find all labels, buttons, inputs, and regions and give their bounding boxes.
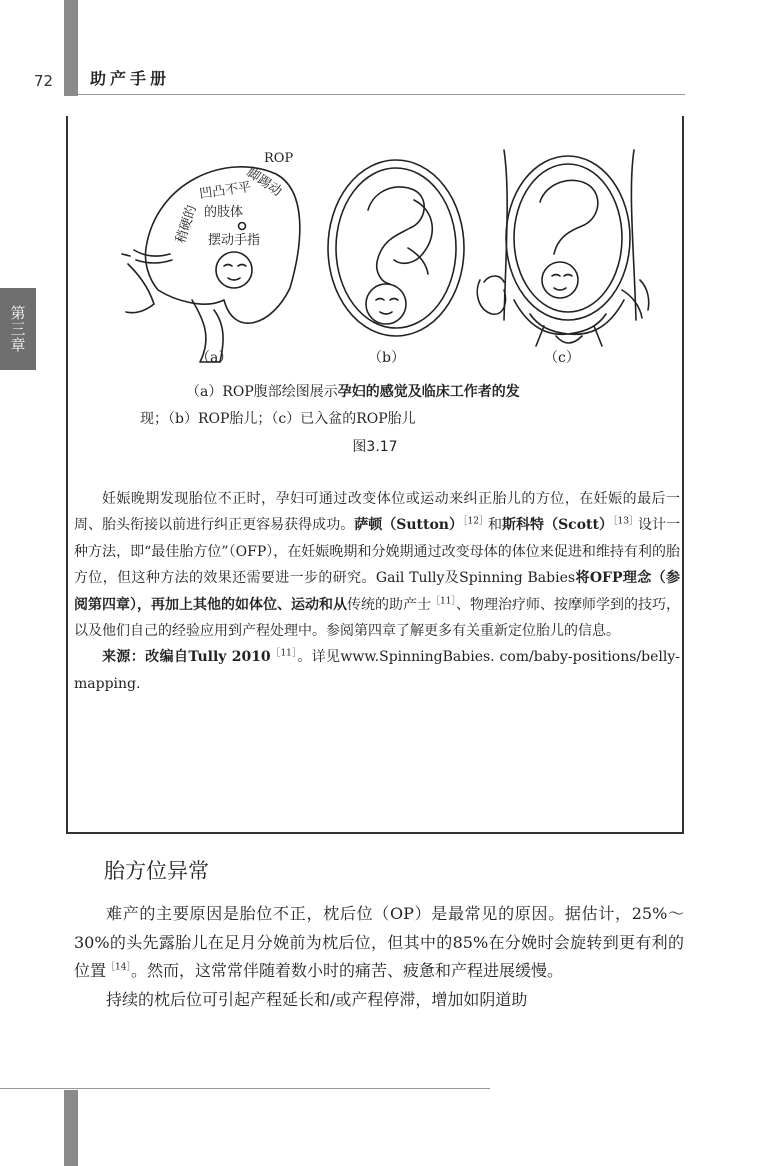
author-sutton: 萨顿（Sutton）: [354, 517, 464, 534]
box-text-segment: 、物理治疗师、按摩师学到的技巧，以及他们自己的经验应用到产程处理中。参阅第四章了解更多有关重新定位胎儿的信息。: [74, 596, 681, 640]
label-hard-part: 稍硬的: [173, 203, 200, 246]
header-decor-bar: [64, 0, 78, 96]
page-number: 72: [34, 72, 54, 90]
book-title: 助产手册: [90, 69, 171, 88]
label-uneven-limbs-2: 的肢体: [204, 205, 244, 220]
figure-number: 图3.17: [352, 439, 398, 455]
reference-11: ［11］: [431, 595, 457, 606]
figure-caption-normal: （a）ROP腹部绘图展示: [186, 384, 338, 400]
body-text-segment: 。然而，这常常伴随着数小时的痛苦、疲惫和产程进展缓慢。: [130, 961, 563, 981]
figure-caption-line-1: [186, 381, 520, 401]
reference-12: ［12］: [463, 516, 489, 527]
box-text-segment: 和: [488, 517, 503, 534]
box-text-segment: 妊娠晚期发现胎位不正时，孕妇可通过改变体位或运动来纠正胎儿的方位，在妊娠的最后一周、胎头衔接以前进行纠正更容易获得成功。: [74, 491, 680, 534]
source-label: 来源：改编自Tully 2010: [102, 649, 271, 666]
label-uneven-limbs-1: 凹凸不平: [198, 179, 253, 202]
label-moving-fingers: 摆动手指: [208, 233, 261, 248]
footer-rule: [0, 1088, 490, 1089]
box-text: [74, 486, 680, 697]
figure-caption-bold: 孕妇的感觉及临床工作者的发: [337, 384, 520, 400]
reference-14: ［14］: [106, 962, 131, 973]
footer-decor-bar: [64, 1090, 78, 1166]
panel-label-a: （a）: [196, 350, 233, 366]
figure-caption-line-2: 现；（b）ROP胎儿；（c）已入盆的ROP胎儿: [140, 411, 416, 427]
box-source: [74, 644, 680, 697]
header-rule: [78, 94, 685, 95]
info-box: [66, 116, 684, 834]
label-kicking: 脚踢动: [243, 164, 285, 200]
box-text-segment: 传统的助产士: [347, 596, 432, 613]
figure-panel-c: [477, 150, 648, 366]
figure-panel-b: [328, 160, 464, 366]
chapter-tab: 第三章: [0, 288, 36, 370]
box-paragraph: [74, 486, 680, 644]
panel-label-c: （c）: [544, 350, 580, 366]
body-text: [74, 900, 684, 1014]
section-title: 胎方位异常: [104, 859, 209, 883]
source-url: 。详见www.SpinningBabies. com/baby-positions/belly-mapping.: [74, 649, 680, 692]
body-paragraph-1: [74, 900, 684, 986]
reference-13: ［13］: [613, 516, 639, 527]
box-text-segment: 设计一种方法，即“最佳胎方位”（OFP），在妊娠晚期和分娩期通过改变母体的体位来促进和维持有利的胎方位，但这种方法的效果还需要进一步的研究。Gail Tully及Spinning Babies: [74, 517, 681, 587]
body-text-segment: 难产的主要原因是胎位不正，枕后位（OP）是最常见的原因。据估计，25%～30%的头先露胎儿在足月分娩前为枕后位，但其中的85%在分娩时会旋转到更有利的位置: [74, 904, 684, 981]
figure-3-17: [74, 130, 678, 370]
box-text-bold: 将OFP理念（参阅第四章），再加上其他的如体位、运动和从: [74, 570, 680, 613]
reference-11: ［11］: [270, 648, 298, 659]
panel-label-b: （b）: [368, 350, 405, 366]
label-rop: ROP: [264, 151, 294, 166]
author-scott: 斯科特（Scott）: [502, 517, 614, 534]
figure-panel-a: [122, 151, 300, 366]
body-paragraph-2: 持续的枕后位可引起产程延长和/或产程停滞，增加如阴道助: [106, 989, 528, 1009]
